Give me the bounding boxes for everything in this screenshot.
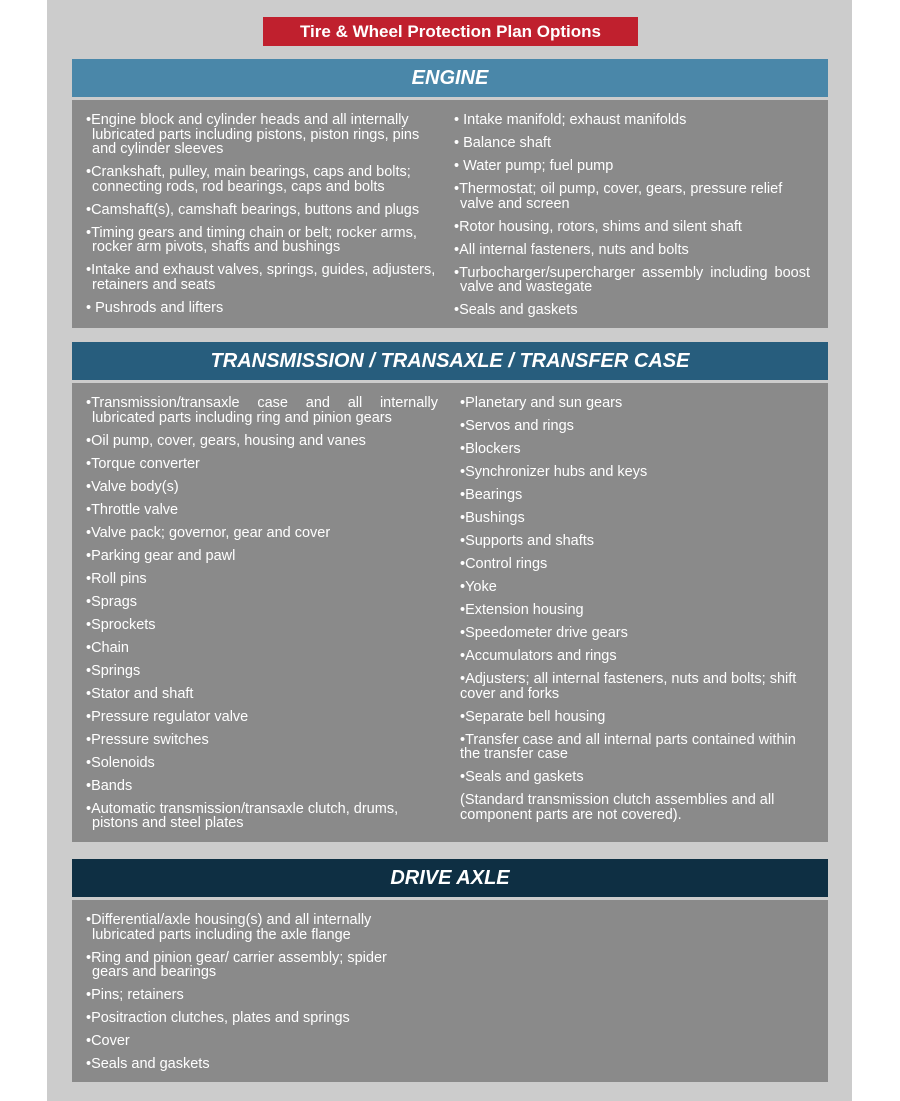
list-item: •Supports and shafts [460,533,595,549]
list-item: •Engine block and cylinder heads and all internally lubricated parts including pistons, piston rings, pins and cylinder sleeves [86,112,420,157]
list-item: •Turbocharger/supercharger assembly including boost valve and wastegate [454,264,810,295]
list-item: •All internal fasteners, nuts and bolts [454,241,689,258]
list-item: •Seals and gaskets [460,769,584,785]
list-item: • Balance shaft [454,135,551,151]
list-item: •Seals and gaskets [454,302,578,318]
list-item: •Control rings [460,556,548,572]
list-item: •Cover [86,1033,130,1049]
list-item: •Synchronizer hubs and keys [460,464,648,480]
coverage-note: (Standard transmission clutch assemblies and all component parts are not covered). [460,792,775,823]
list-item: •Parking gear and pawl [86,547,236,564]
list-item: •Camshaft(s), camshaft bearings, buttons and plugs [86,201,420,218]
list-item: •Pressure switches [86,731,209,748]
list-item: •Blockers [460,441,521,457]
list-item: •Sprockets [86,616,156,633]
list-item: •Ring and pinion gear/ carrier assembly; spider gears and bearings [86,949,387,980]
list-item: •Accumulators and rings [460,648,617,664]
transmission-left-column [86,396,438,839]
list-item: •Transmission/transaxle case and all internally lubricated parts including ring and pinion gears [86,395,438,426]
list-item: •Torque converter [86,455,200,472]
list-item: •Pressure regulator valve [86,708,249,725]
engine-right-column [454,113,810,326]
list-item: •Positraction clutches, plates and springs [86,1010,350,1026]
list-item: •Crankshaft, pulley, main bearings, caps and bolts; connecting rods, rod bearings, caps and bolts [86,164,411,195]
list-item: •Seals and gaskets [86,1056,210,1072]
axle-left-column [86,913,418,1080]
list-item: •Servos and rings [460,418,574,434]
list-item: •Rotor housing, rotors, shims and silent shaft [454,218,742,235]
list-item: •Extension housing [460,602,584,618]
list-item: • Water pump; fuel pump [454,158,614,174]
page-title: Tire & Wheel Protection Plan Options [263,17,638,46]
list-item: •Valve body(s) [86,478,179,495]
list-item: •Yoke [460,579,497,595]
list-item: •Chain [86,639,129,656]
list-item: •Intake and exhaust valves, springs, guides, adjusters, retainers and seats [86,262,436,293]
list-item: •Stator and shaft [86,685,194,702]
list-item: •Valve pack; governor, gear and cover [86,524,331,541]
list-item: •Speedometer drive gears [460,625,628,641]
list-item: •Transfer case and all internal parts contained within the transfer case [460,731,796,762]
list-item: •Timing gears and timing chain or belt; rocker arms, rocker arm pivots, shafts and bushings [86,224,417,255]
list-item: •Throttle valve [86,501,179,518]
engine-left-column [86,113,442,324]
list-item: •Oil pump, cover, gears, housing and vanes [86,432,366,449]
list-item: •Automatic transmission/transaxle clutch, drums, pistons and steel plates [86,800,399,831]
list-item: •Sprags [86,593,138,610]
list-item: • Pushrods and lifters [86,299,224,316]
transmission-heading: TRANSMISSION / TRANSAXLE / TRANSFER CASE [72,342,828,380]
list-item: •Differential/axle housing(s) and all internally lubricated parts including the axle flange [86,912,372,943]
list-item: •Roll pins [86,570,147,587]
list-item: •Planetary and sun gears [460,395,623,411]
list-item: •Bearings [460,487,523,503]
list-item: •Bushings [460,510,525,526]
list-item: •Adjusters; all internal fasteners, nuts and bolts; shift cover and forks [460,671,797,702]
axle-heading: DRIVE AXLE [72,859,828,897]
list-item: •Thermostat; oil pump, cover, gears, pressure relief valve and screen [454,181,783,212]
list-item: •Pins; retainers [86,987,184,1003]
axle-body [72,900,828,1082]
list-item: • Intake manifold; exhaust manifolds [454,112,687,128]
list-item: •Bands [86,777,133,794]
engine-body [72,100,828,328]
transmission-right-column [460,396,800,831]
list-item: •Springs [86,662,141,679]
list-item: •Solenoids [86,754,155,771]
engine-heading: ENGINE [72,59,828,97]
transmission-body [72,383,828,842]
list-item: •Separate bell housing [460,708,606,725]
